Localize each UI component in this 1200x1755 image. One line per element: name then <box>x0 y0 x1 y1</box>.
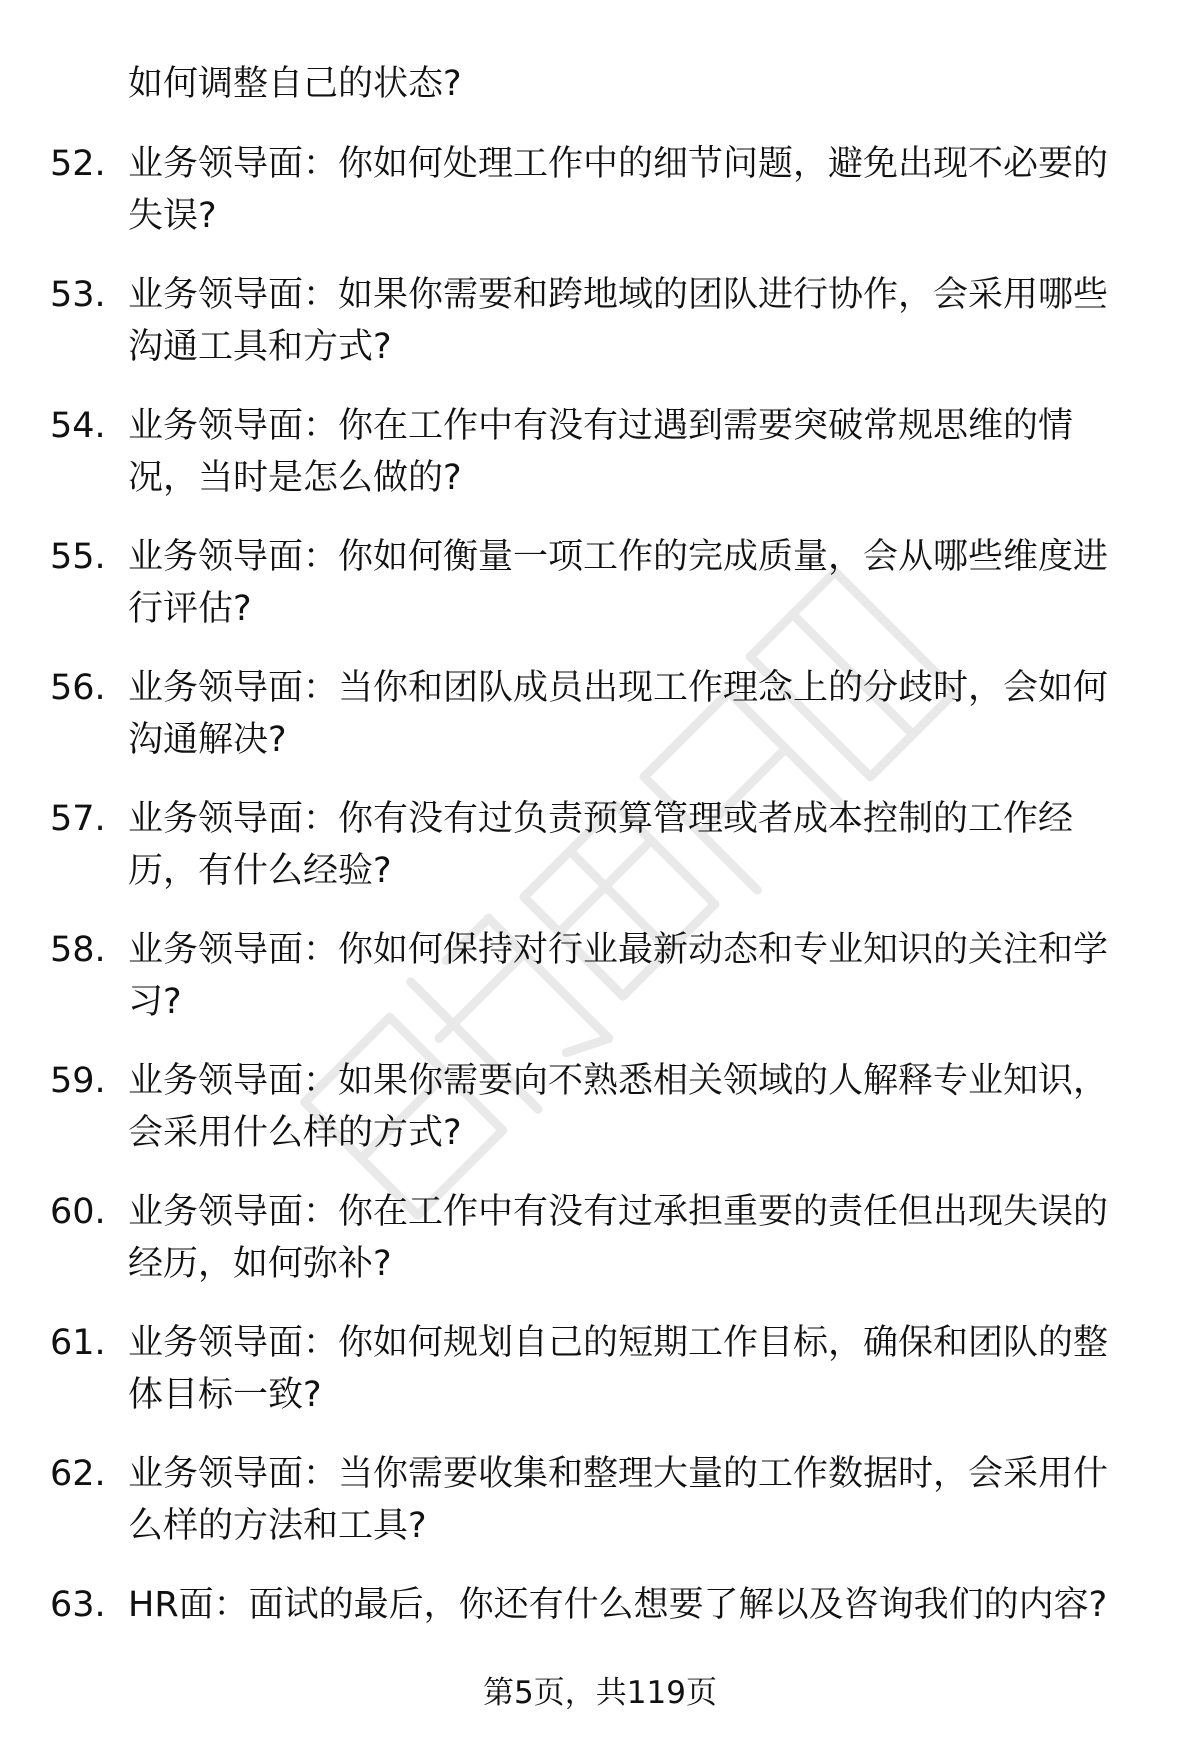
item-text-line: 业务领导面：当你和团队成员出现工作理念上的分歧时，会如何 <box>128 668 1109 708</box>
item-text-line: 业务领导面：如果你需要向不熟悉相关领域的人解释专业知识， <box>128 1061 1109 1101</box>
item-number: 57. <box>50 799 106 839</box>
item-text-line: 业务领导面：你在工作中有没有过遇到需要突破常规思维的情 <box>128 406 1074 446</box>
item-text-line: 业务领导面：当你需要收集和整理大量的工作数据时，会采用什 <box>128 1454 1109 1494</box>
item-number: 59. <box>50 1061 106 1101</box>
item-number: 58. <box>50 930 106 970</box>
list-item <box>0 138 1200 242</box>
page-footer: 第5页，共119页 <box>483 1675 717 1711</box>
item-text-line: 体目标一致? <box>128 1375 322 1415</box>
item-number: 55. <box>50 537 106 577</box>
item-number: 53. <box>50 275 106 315</box>
item-text-line: 行评估? <box>128 589 252 629</box>
item-text-line: 业务领导面：你如何保持对行业最新动态和专业知识的关注和学 <box>128 930 1109 970</box>
list-item <box>0 1579 1200 1631</box>
item-text-line: 会采用什么样的方式? <box>128 1113 462 1153</box>
item-text-line: 沟通工具和方式? <box>128 327 392 367</box>
item-number: 56. <box>50 668 106 708</box>
item-text-line: 历，有什么经验? <box>128 851 392 891</box>
item-text-line: 么样的方法和工具? <box>128 1506 427 1546</box>
item-text-line: 业务领导面：你如何处理工作中的细节问题，避免出现不必要的 <box>128 144 1109 184</box>
list-item <box>0 400 1200 504</box>
item-text-line: 业务领导面：你有没有过负责预算管理或者成本控制的工作经 <box>128 799 1074 839</box>
list-item <box>0 924 1200 1028</box>
item-number: 52. <box>50 144 106 184</box>
item-number: 61. <box>50 1323 106 1363</box>
item-text-line: HR面：面试的最后，你还有什么想要了解以及咨询我们的内容? <box>128 1585 1108 1625</box>
item-text-line: 业务领导面：你如何规划自己的短期工作目标，确保和团队的整 <box>128 1323 1109 1363</box>
list-item <box>0 1317 1200 1421</box>
item-number: 62. <box>50 1454 106 1494</box>
item-text-line: 况，当时是怎么做的? <box>128 458 462 498</box>
item-text-line: 沟通解决? <box>128 720 287 760</box>
list-item <box>0 531 1200 635</box>
item-number: 60. <box>50 1192 106 1232</box>
item-text-line: 习? <box>128 982 182 1022</box>
continuation-text: 如何调整自己的状态? <box>128 64 462 104</box>
item-number: 54. <box>50 406 106 446</box>
item-text-line: 业务领导面：如果你需要和跨地域的团队进行协作，会采用哪些 <box>128 275 1109 315</box>
list-item <box>0 1055 1200 1159</box>
item-text-line: 业务领导面：你在工作中有没有过承担重要的责任但出现失误的 <box>128 1192 1109 1232</box>
question-list <box>0 138 1200 1710</box>
list-item <box>0 269 1200 373</box>
item-text-line: 经历，如何弥补? <box>128 1244 392 1284</box>
item-number: 63. <box>50 1585 106 1625</box>
list-item <box>0 662 1200 766</box>
list-item <box>0 1186 1200 1290</box>
list-item <box>0 1448 1200 1552</box>
item-text-line: 失误? <box>128 196 217 236</box>
item-text-line: 业务领导面：你如何衡量一项工作的完成质量，会从哪些维度进 <box>128 537 1109 577</box>
list-item <box>0 793 1200 897</box>
